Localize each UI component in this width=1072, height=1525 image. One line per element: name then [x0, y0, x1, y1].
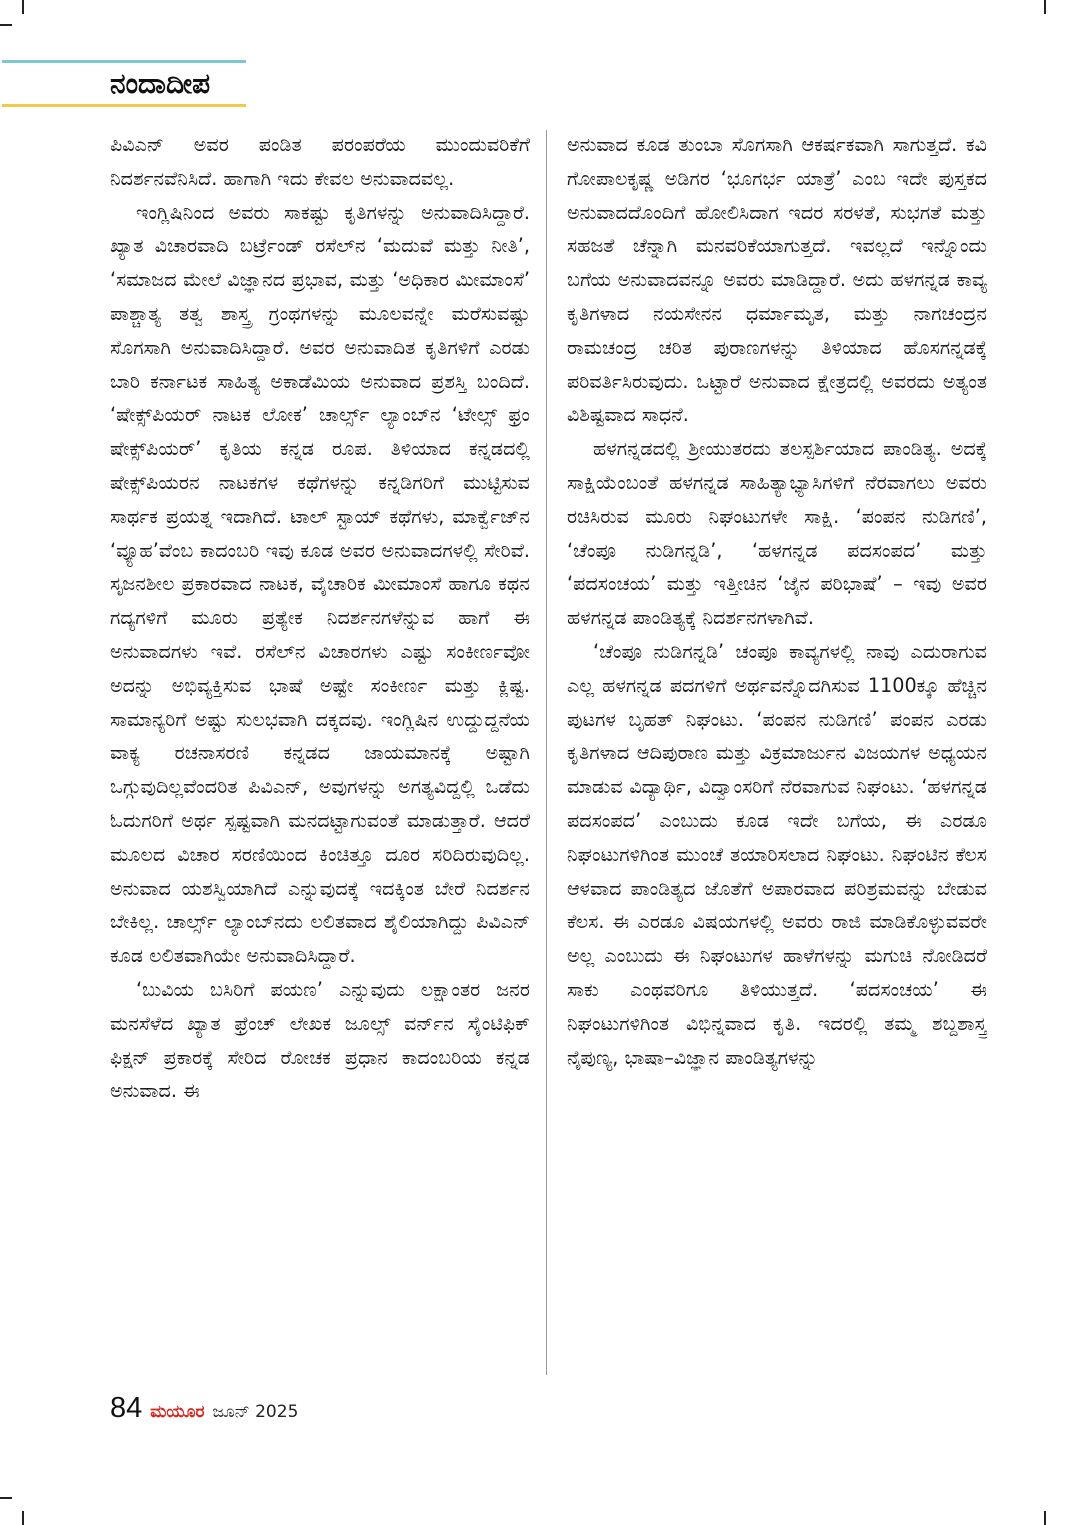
article-paragraph: ಇಂಗ್ಲಿಷಿನಿಂದ ಅವರು ಸಾಕಷ್ಟು ಕೃತಿಗಳನ್ನು ಅನುವಾದಿಸಿದ್ದಾರೆ. ಖ್ಯಾತ ವಿಚಾರವಾದಿ ಬರ್ಟ್ರೆಂಡ್ ರಸೆಲ್‌ನ ‘ಮದುವೆ ಮತ್ತು ನೀತಿ’, ‘ಸಮಾಜದ ಮೇಲೆ ವಿಜ್ಞಾನದ ಪ್ರಭಾವ, ಮತ್ತು ‘ಅಧಿಕಾರ ಮೀಮಾಂಸೆ’ ಪಾಶ್ಚಾತ್ಯ ತತ್ವ ಶಾಸ್ತ್ರ ಗ್ರಂಥಗಳನ್ನು ಮೂಲವನ್ನೇ ಮರೆಸುವಷ್ಟು ಸೊಗಸಾಗಿ ಅನುವಾದಿಸಿದ್ದಾರೆ. ಅವರ ಅನುವಾದಿತ ಕೃತಿಗಳಿಗೆ ಎರಡು ಬಾರಿ ಕರ್ನಾಟಕ ಸಾಹಿತ್ಯ ಅಕಾಡೆಮಿಯ ಅನುವಾದ ಪ್ರಶಸ್ತಿ ಬಂದಿದೆ. ‘ಷೇಕ್ಸ್‌ಪಿಯರ್ ನಾಟಕ ಲೋಕ’ ಚಾರ್ಲ್ಸ್ ಲ್ಯಾಂಬ್‌ನ ‘ಟೇಲ್ಸ್ ಫ್ರಂ ಷೇಕ್ಸ್‌ಪಿಯರ್’ ಕೃತಿಯ ಕನ್ನಡ ರೂಪ. ತಿಳಿಯಾದ ಕನ್ನಡದಲ್ಲಿ ಷೇಕ್ಸ್‌ಪಿಯರನ ನಾಟಕಗಳ ಕಥೆಗಳನ್ನು ಕನ್ನಡಿಗರಿಗೆ ಮುಟ್ಟಿಸುವ ಸಾರ್ಥಕ ಪ್ರಯತ್ನ ಇದಾಗಿದೆ. ಟಾಲ್ ಸ್ಟಾಯ್ ಕಥೆಗಳು, ಮಾರ್ಕ್ವೆಜ್‌ನ ‘ವ್ಯೂಹ’ವೆಂಬ ಕಾದಂಬರಿ ಇವು ಕೂಡ ಅವರ ಅನುವಾದಗಳಲ್ಲಿ ಸೇರಿವೆ. ಸೃಜನಶೀಲ ಪ್ರಕಾರವಾದ ನಾಟಕ, ವೈಚಾರಿಕ ಮೀಮಾಂಸೆ ಹಾಗೂ ಕಥನ ಗದ್ಯಗಳಿಗೆ ಮೂರು ಪ್ರತ್ಯೇಕ ನಿದರ್ಶನಗಳೆನ್ನುವ ಹಾಗೆ ಈ ಅನುವಾದಗಳು ಇವೆ. ರಸೆಲ್‌ನ ವಿಚಾರಗಳು ಎಷ್ಟು ಸಂಕೀರ್ಣವೋ ಅದನ್ನು ಅಭಿವ್ಯಕ್ತಿಸುವ ಭಾಷೆ ಅಷ್ಟೇ ಸಂಕೀರ್ಣ ಮತ್ತು ಕ್ಲಿಷ್ಟ. ಸಾಮಾನ್ಯರಿಗೆ ಅಷ್ಟು ಸುಲಭವಾಗಿ ದಕ್ಕದವು. ಇಂಗ್ಲಿಷಿನ ಉದ್ದುದ್ದನೆಯ ವಾಕ್ಯ ರಚನಾಸರಣಿ ಕನ್ನಡದ ಜಾಯಮಾನಕ್ಕೆ ಅಷ್ಟಾಗಿ ಒಗ್ಗುವುದಿಲ್ಲವೆಂದರಿತ ಪಿವಿಎನ್, ಅವುಗಳನ್ನು ಅಗತ್ಯವಿದ್ದಲ್ಲಿ ಒಡೆದು ಓದುಗರಿಗೆ ಅರ್ಥ ಸ್ಪಷ್ಟವಾಗಿ ಮನದಟ್ಟಾಗುವಂತೆ ಮಾಡುತ್ತಾರೆ. ಆದರೆ ಮೂಲದ ವಿಚಾರ ಸರಣಿಯಿಂದ ಕಿಂಚಿತ್ತೂ ದೂರ ಸರಿದಿರುವುದಿಲ್ಲ. ಅನುವಾದ ಯಶಸ್ವಿಯಾಗಿದೆ ಎನ್ನುವುದಕ್ಕೆ ಇದಕ್ಕಿಂತ ಬೇರೆ ನಿದರ್ಶನ ಬೇಕಿಲ್ಲ. ಚಾರ್ಲ್ಸ್ ಲ್ಯಾಂಬ್‌ನದು ಲಲಿತವಾದ ಶೈಲಿಯಾಗಿದ್ದು ಪಿವಿಎನ್ ಕೂಡ ಲಲಿತವಾಗಿಯೇ ಅನುವಾದಿಸಿದ್ದಾರೆ.	[110, 200, 530, 968]
magazine-name: ಮಯೂರ	[150, 1402, 205, 1422]
article-paragraph: ‘ಚೆಂಪೂ ನುಡಿಗನ್ನಡಿ’ ಚಂಪೂ ಕಾವ್ಯಗಳಲ್ಲಿ ನಾವು ಎದುರಾಗುವ ಎಲ್ಲ ಹಳಗನ್ನಡ ಪದಗಳಿಗೆ ಅರ್ಥವನ್ನೊದಗಿಸುವ 1100ಕ್ಕೂ ಹೆಚ್ಚಿನ ಪುಟಗಳ ಬೃಹತ್ ನಿಘಂಟು. ‘ಪಂಪನ ನುಡಿಗಣಿ’ ಪಂಪನ ಎರಡು ಕೃತಿಗಳಾದ ಆದಿಪುರಾಣ ಮತ್ತು ವಿಕ್ರಮಾರ್ಜುನ ವಿಜಯಗಳ ಅಧ್ಯಯನ ಮಾಡುವ ವಿದ್ಯಾರ್ಥಿ, ವಿದ್ವಾಂಸರಿಗೆ ನೆರವಾಗುವ ನಿಘಂಟು. ‘ಹಳಗನ್ನಡ ಪದಸಂಪದ’ ಎಂಬುದು ಕೂಡ ಇದೇ ಬಗೆಯ, ಈ ಎರಡೂ ನಿಘಂಟುಗಳಿಗಿಂತ ಮುಂಚೆ ತಯಾರಿಸಲಾದ ನಿಘಂಟು. ನಿಘಂಟಿನ ಕೆಲಸ ಆಳವಾದ ಪಾಂಡಿತ್ಯದ ಜೊತೆಗೆ ಅಪಾರವಾದ ಪರಿಶ್ರಮವನ್ನು ಬೇಡುವ ಕೆಲಸ. ಈ ಎರಡೂ ವಿಷಯಗಳಲ್ಲಿ ಅವರು ರಾಜಿ ಮಾಡಿಕೊಳ್ಳುವವರೇ ಅಲ್ಲ ಎಂಬುದು ಈ ನಿಘಂಟುಗಳ ಹಾಳೆಗಳನ್ನು ಮಗುಚಿ ನೋಡಿದರೆ ಸಾಕು ಎಂಥವರಿಗೂ ತಿಳಿಯುತ್ತದೆ. ‘ಪದಸಂಚಯ’ ಈ ನಿಘಂಟುಗಳಿಗಿಂತ ವಿಭಿನ್ನವಾದ ಕೃತಿ. ಇದರಲ್ಲಿ ತಮ್ಮ ಶಬ್ದಶಾಸ್ತ್ರ ನೈಪುಣ್ಯ, ಭಾಷಾ–ವಿಜ್ಞಾನ ಪಾಂಡಿತ್ಯಗಳನ್ನು	[567, 639, 987, 1069]
right-column	[567, 128, 987, 1390]
crop-mark-bottom-left	[22, 1511, 24, 1525]
left-column	[110, 128, 530, 1390]
section-title: ನಂದಾದೀಪ	[110, 67, 211, 100]
article-paragraph: ‘ಬುವಿಯ ಬಸಿರಿಗೆ ಪಯಣ’ ಎನ್ನುವುದು ಲಕ್ಷಾಂತರ ಜನರ ಮನಸೆಳೆದ ಖ್ಯಾತ ಫ್ರೆಂಚ್ ಲೇಖಕ ಜೂಲ್ಸ್ ವರ್ನ್‌ನ ಸೈಂಟಿಫಿಕ್ ಫಿಕ್ಷನ್ ಪ್ರಕಾರಕ್ಕೆ ಸೇರಿದ ರೋಚಕ ಪ್ರಧಾನ ಕಾದಂಬರಿಯ ಕನ್ನಡ ಅನುವಾದ. ಈ	[110, 977, 530, 1103]
page-footer	[110, 1392, 298, 1428]
article-paragraph: ಅನುವಾದ ಕೂಡ ತುಂಬಾ ಸೊಗಸಾಗಿ ಆಕರ್ಷಕವಾಗಿ ಸಾಗುತ್ತದೆ. ಕವಿ ಗೋಪಾಲಕೃಷ್ಣ ಅಡಿಗರ ‘ಭೂಗರ್ಭ ಯಾತ್ರೆ’ ಎಂಬ ಇದೇ ಪುಸ್ತಕದ ಅನುವಾದದೊಂದಿಗೆ ಹೋಲಿಸಿದಾಗ ಇದರ ಸರಳತೆ, ಸುಭಗತೆ ಮತ್ತು ಸಹಜತೆ ಚೆನ್ನಾಗಿ ಮನವರಿಕೆಯಾಗುತ್ತದೆ. ಇವಲ್ಲದೆ ಇನ್ನೊಂದು ಬಗೆಯ ಅನುವಾದವನ್ನೂ ಅವರು ಮಾಡಿದ್ದಾರೆ. ಅದು ಹಳಗನ್ನಡ ಕಾವ್ಯ ಕೃತಿಗಳಾದ ನಯಸೇನನ ಧರ್ಮಾಮೃತ, ಮತ್ತು ನಾಗಚಂದ್ರನ ರಾಮಚಂದ್ರ ಚರಿತ ಪುರಾಣಗಳನ್ನು ತಿಳಿಯಾದ ಹೊಸಗನ್ನಡಕ್ಕೆ ಪರಿವರ್ತಿಸಿರುವುದು. ಒಟ್ಟಾರೆ ಅನುವಾದ ಕ್ಷೇತ್ರದಲ್ಲಿ ಅವರದು ಅತ್ಯಂತ ವಿಶಿಷ್ಟವಾದ ಸಾಧನೆ.	[567, 133, 987, 427]
crop-mark-top-left	[22, 0, 24, 14]
crop-mark-top-right	[1044, 0, 1046, 14]
article-paragraph: ಪಿವಿಎನ್ ಅವರ ಪಂಡಿತ ಪರಂಪರೆಯ ಮುಂದುವರಿಕೆಗೆ ನಿದರ್ಶನವೆನಿಸಿದೆ. ಹಾಗಾಗಿ ಇದು ಕೇವಲ ಅನುವಾದವಲ್ಲ.	[110, 133, 530, 190]
article-paragraph: ಹಳಗನ್ನಡದಲ್ಲಿ ಶ್ರೀಯುತರದು ತಲಸ್ಪರ್ಶಿಯಾದ ಪಾಂಡಿತ್ಯ. ಅದಕ್ಕೆ ಸಾಕ್ಷಿಯೆಂಬಂತೆ ಹಳಗನ್ನಡ ಸಾಹಿತ್ಯಾಭ್ಯಾಸಿಗಳಿಗೆ ನೆರವಾಗಲು ಅವರು ರಚಿಸಿರುವ ಮೂರು ನಿಘಂಟುಗಳೇ ಸಾಕ್ಷಿ. ‘ಪಂಪನ ನುಡಿಗಣಿ’, ‘ಚೆಂಪೂ ನುಡಿಗನ್ನಡಿ’, ‘ಹಳಗನ್ನಡ ಪದಸಂಪದ’ ಮತ್ತು ‘ಪದಸಂಚಯ’ ಮತ್ತು ಇತ್ತೀಚಿನ ‘ಜೈನ ಪರಿಭಾಷೆ’ – ಇವು ಅವರ ಹಳಗನ್ನಡ ಪಾಂಡಿತ್ಯಕ್ಕೆ ನಿದರ್ಶನಗಳಾಗಿವೆ.	[567, 437, 987, 630]
crop-mark-left-upper	[0, 24, 12, 26]
crop-mark-bottom-right	[1044, 1511, 1046, 1525]
header-top-rule	[2, 60, 246, 63]
issue-date: ಜೂನ್ 2025	[212, 1402, 299, 1422]
crop-mark-left-lower	[0, 1497, 12, 1499]
page-number: 84	[110, 1392, 143, 1424]
column-divider	[546, 130, 547, 1375]
header-bottom-rule	[2, 104, 246, 107]
